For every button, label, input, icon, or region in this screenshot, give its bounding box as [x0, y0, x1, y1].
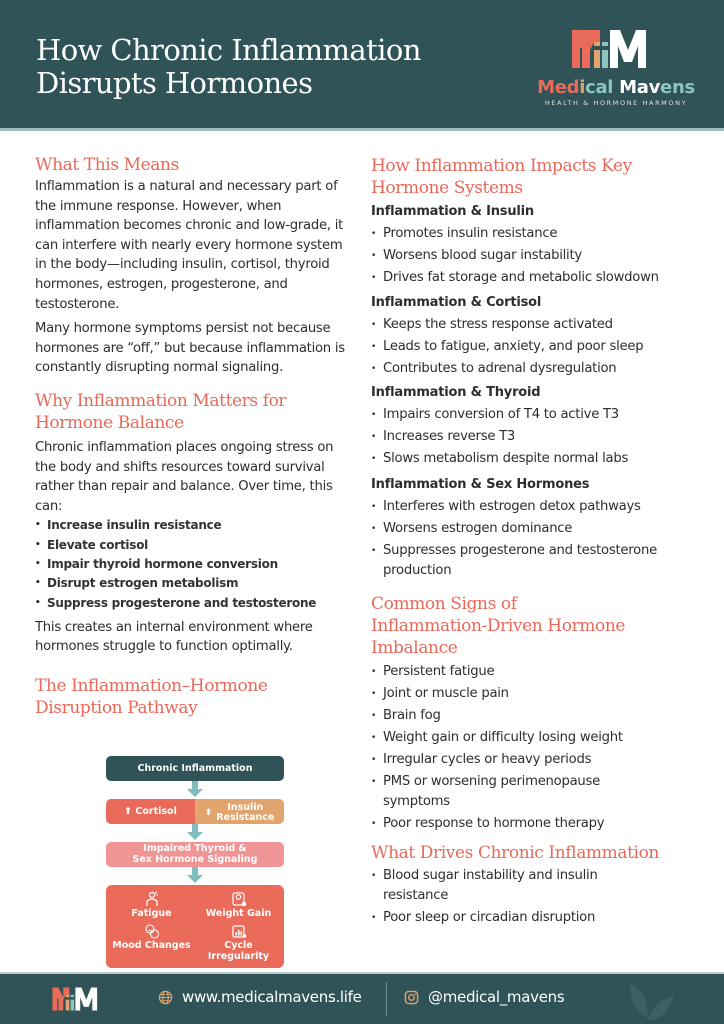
section-heading: [35, 390, 355, 434]
heading-line: Hormone Balance: [35, 412, 184, 433]
signs-section: [371, 593, 701, 834]
brand-name-part: i: [579, 77, 586, 98]
label-line: Impaired Thyroid &: [143, 843, 247, 854]
what-this-means-section: [35, 154, 355, 378]
step-impaired-signaling: [106, 842, 284, 867]
list-item: • Worsens estrogen dominance: [371, 519, 701, 539]
outcomes-box: [106, 885, 284, 968]
list-item: • Worsens blood sugar instability: [371, 246, 701, 266]
brand-logo: [536, 28, 696, 107]
down-arrow-icon: [186, 824, 204, 842]
brand-name: [536, 78, 696, 98]
website-link[interactable]: [158, 988, 362, 1006]
brand-name-part: ens: [660, 77, 695, 98]
up-arrow-icon: ⬆: [204, 808, 213, 818]
cortisol-box: ⬆ Cortisol: [106, 799, 195, 824]
paragraph: This creates an internal environment where hormones struggle to function optimally.: [35, 619, 313, 655]
list-item: • Poor sleep or circadian disruption: [371, 908, 701, 928]
list-item: • Increase insulin resistance: [35, 516, 355, 535]
heading-line: The Inflammation–Hormone: [35, 675, 268, 696]
list-item: • Joint or muscle pain: [371, 684, 701, 704]
group-title: Inflammation & Insulin: [371, 204, 534, 219]
impact-group-cortisol: [371, 293, 701, 379]
list-item: • Slows metabolism despite normal labs: [371, 449, 701, 469]
heading-line: Why Inflammation Matters for: [35, 390, 287, 411]
bullet-list: [371, 405, 701, 469]
impact-group-sex-hormones: [371, 475, 701, 581]
heading-line: How Inflammation Impacts Key: [371, 156, 632, 176]
impact-group-thyroid: [371, 383, 701, 469]
impacts-section: [371, 155, 701, 581]
website-text: www.medicalmavens.life: [182, 988, 362, 1006]
paragraph: Chronic inflammation places ongoing stress on the body and shifts resources toward survival rather than repair and balance. Over time, this can:: [35, 439, 334, 514]
brand-name-part: cal: [585, 77, 614, 98]
outcome-label: Fatigue: [131, 908, 172, 919]
group-title: Inflammation & Thyroid: [371, 385, 541, 400]
bullet-list: [371, 224, 701, 288]
pathway-diagram: [106, 756, 284, 968]
list-item: • Weight gain or difficulty losing weight: [371, 728, 701, 748]
list-item: • Leads to fatigue, anxiety, and poor sleep: [371, 337, 701, 357]
heading-line: Disruption Pathway: [35, 697, 198, 718]
right-column: [371, 150, 701, 928]
list-item: • Persistent fatigue: [371, 662, 701, 682]
outcome-cycle-irregularity: [195, 923, 282, 962]
title-line-2: Disrupts Hormones: [36, 66, 313, 100]
label-line: Sex Hormone Signaling: [132, 853, 258, 865]
heading-line: Inflammation-Driven Hormone: [371, 616, 626, 636]
group-title: Inflammation & Sex Hormones: [371, 477, 590, 492]
list-item: • Drives fat storage and metabolic slowdown: [371, 268, 701, 288]
heading-line: Imbalance: [371, 638, 458, 658]
label-line: Resistance: [216, 812, 275, 823]
impact-group-insulin: [371, 202, 701, 288]
list-item: • Increases reverse T3: [371, 427, 701, 447]
title-line-1: How Chronic Inflammation: [36, 33, 421, 67]
list-item: • Keeps the stress response activated: [371, 315, 701, 335]
step-cortisol-insulin: [106, 799, 284, 824]
page-title: [36, 34, 506, 100]
paragraph: Inflammation is a natural and necessary part of the immune response. However, when inflammation becomes chronic and low-grade, it can interfere with nearly every hormone system in the body—including insulin, cortisol, thyroid hormones, estrogen, progesterone, and testosterone.: [35, 179, 344, 312]
leaf-decoration-icon: [622, 980, 682, 1024]
list-item: • Contributes to adrenal dysregulation: [371, 359, 701, 379]
instagram-link[interactable]: [404, 988, 564, 1006]
bullet-list: [35, 516, 355, 612]
header-banner: [0, 0, 724, 131]
bullet-list: [371, 315, 701, 379]
heading-line: Common Signs of: [371, 594, 517, 614]
calendar-chart-icon: [231, 923, 247, 939]
globe-icon: [158, 990, 173, 1005]
mood-faces-icon: [144, 923, 160, 939]
list-item: • Disrupt estrogen metabolism: [35, 574, 355, 593]
list-item: • Interferes with estrogen detox pathways: [371, 497, 701, 517]
outcome-weight-gain: [195, 891, 282, 919]
section-heading: What Drives Chronic Inflammation: [371, 843, 659, 863]
drivers-section: [371, 842, 701, 928]
list-item: • Elevate cortisol: [35, 536, 355, 555]
left-column: [35, 150, 355, 719]
outcome-fatigue: [108, 891, 195, 919]
scale-icon: [231, 891, 247, 907]
outcome-label: Weight Gain: [205, 908, 272, 919]
bullet-list: [371, 662, 701, 834]
down-arrow-icon: [186, 781, 204, 799]
bullet-list: [371, 497, 701, 581]
instagram-handle: @medical_mavens: [428, 988, 565, 1006]
instagram-icon: [404, 990, 419, 1005]
list-item: • Suppresses progesterone and testosterone production: [371, 541, 701, 581]
brand-name-part: Med: [537, 77, 580, 98]
paragraph: Many hormone symptoms persist not because hormones are “off,” but because inflammation is constantly disrupting normal signaling.: [35, 321, 345, 376]
footer-divider: [386, 982, 387, 1016]
heading-line: Hormone Systems: [371, 178, 523, 198]
list-item: • Promotes insulin resistance: [371, 224, 701, 244]
brand-tagline: HEALTH & HORMONE HARMONY: [544, 99, 688, 107]
outcome-mood-changes: [108, 923, 195, 962]
list-item: • Impair thyroid hormone conversion: [35, 555, 355, 574]
label-line: Insulin: [227, 802, 264, 813]
pathway-section: [35, 675, 355, 719]
list-item: • PMS or worsening perimenopause symptoms: [371, 772, 651, 812]
outcome-label: Cycle Irregularity: [207, 940, 270, 962]
footer: [0, 972, 724, 1024]
mm-logo-icon: [50, 986, 108, 1012]
insulin-resistance-box: [195, 799, 284, 824]
list-item: • Blood sugar instability and insulin resistance: [371, 866, 651, 906]
brand-name-part: Mav: [619, 77, 661, 98]
tired-person-icon: [144, 891, 160, 907]
down-arrow-icon: [186, 867, 204, 885]
list-item: • Irregular cycles or heavy periods: [371, 750, 701, 770]
list-item: • Poor response to hormone therapy: [371, 814, 701, 834]
bullet-list: [371, 866, 701, 928]
section-heading: [35, 675, 355, 719]
list-item: • Impairs conversion of T4 to active T3: [371, 405, 701, 425]
step-chronic-inflammation: Chronic Inflammation: [106, 756, 284, 781]
section-heading: [371, 155, 701, 199]
why-matters-section: [35, 390, 355, 657]
list-item: • Suppress progesterone and testosterone: [35, 594, 355, 613]
mm-logo-icon: [568, 28, 664, 70]
insulin-resistance-label: [216, 803, 274, 823]
list-item: • Brain fog: [371, 706, 701, 726]
section-heading: What This Means: [35, 155, 179, 175]
group-title: Inflammation & Cortisol: [371, 295, 542, 310]
section-heading: [371, 593, 701, 659]
outcome-label: Mood Changes: [112, 940, 191, 951]
